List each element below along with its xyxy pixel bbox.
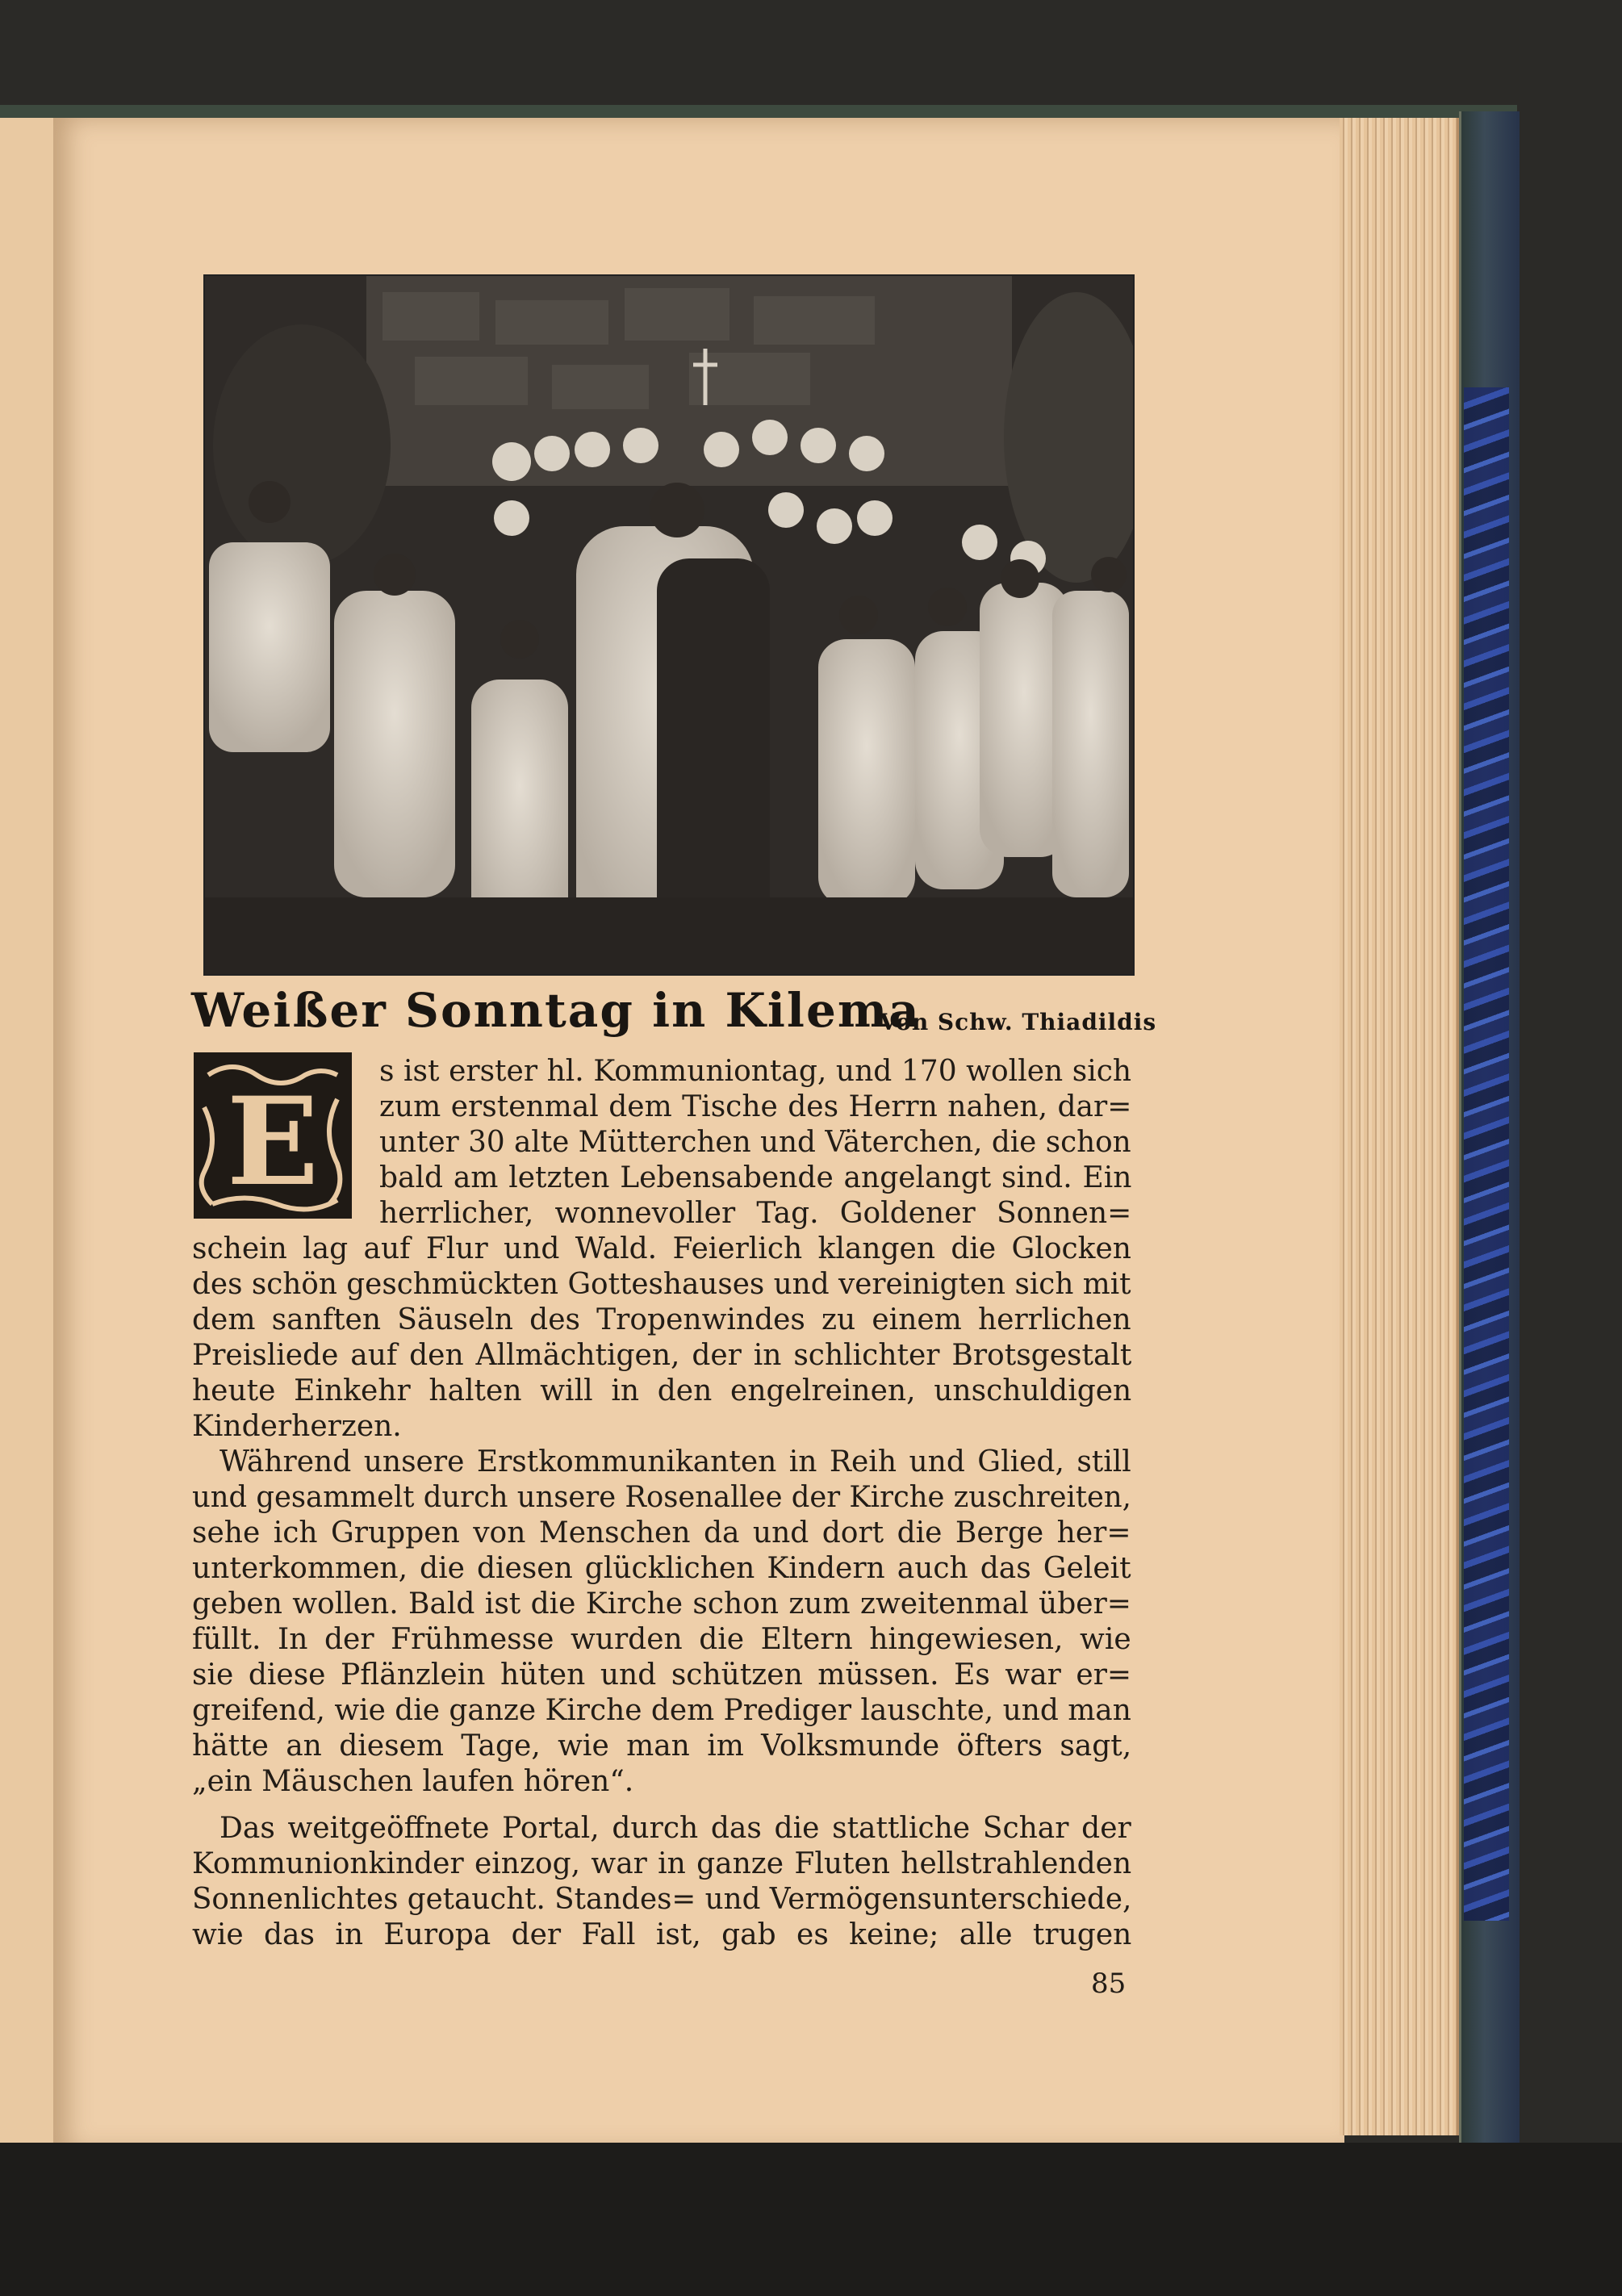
text-line: heute Einkehr halten will in den engelreinen, unschuldigen (192, 1374, 1132, 1407)
drop-cap-ornament (192, 1051, 353, 1220)
text-line: Kommunionkinder einzog, war in ganze Fluten hellstrahlenden (192, 1847, 1132, 1880)
marbled-cover (1464, 387, 1509, 1921)
text-line: dem sanften Säuseln des Tropenwindes zu einem herrlichen (192, 1303, 1131, 1336)
text-line: des schön geschmückten Gotteshauses und vereinigten sich mit (192, 1268, 1131, 1301)
text-line: hätte an diesem Tage, wie man im Volksmunde öfters sagt, (192, 1729, 1132, 1763)
background-shadow (0, 2143, 1622, 2296)
text-line: unter 30 alte Mütterchen und Väterchen, die schon (379, 1126, 1131, 1159)
article-byline: Von Schw. Thiadildis (880, 1009, 1157, 1035)
text-line: sie diese Pflänzlein hüten und schützen müssen. Es war er= (192, 1658, 1132, 1692)
text-line: sehe ich Gruppen von Menschen da und dort die Berge her= (192, 1516, 1131, 1549)
text-line: bald am letzten Lebensabende angelangt sind. Ein (379, 1161, 1132, 1194)
left-page-edge (0, 118, 56, 2152)
drop-cap-letter: E (226, 1071, 320, 1213)
text-line: unterkommen, die diesen glücklichen Kindern auch das Geleit (192, 1552, 1131, 1585)
text-line: und gesammelt durch unsere Rosenallee der Kirche zuschreiten, (192, 1481, 1131, 1514)
text-line: Sonnenlichtes getaucht. Standes= und Vermögensunterschiede, (192, 1883, 1132, 1916)
text-line: geben wollen. Bald ist die Kirche schon zum zweitenmal über= (192, 1587, 1131, 1621)
text-line: füllt. In der Frühmesse wurden die Eltern hingewiesen, wie (192, 1623, 1131, 1656)
article-title: Weißer Sonntag in Kilema (191, 983, 921, 1038)
text-line: wie das in Europa der Fall ist, gab es keine; alle trugen (192, 1918, 1132, 1951)
page-stack-edges (1340, 118, 1461, 2135)
text-line: schein lag auf Flur und Wald. Feierlich klangen die Glocken (192, 1232, 1131, 1265)
text-line: herrlicher, wonnevoller Tag. Goldener Sonnen= (379, 1197, 1132, 1230)
text-line: Kinderherzen. (192, 1410, 402, 1443)
text-line: Preisliede auf den Allmächtigen, der in schlichter Brotsgestalt (192, 1339, 1132, 1372)
text-line: „ein Mäuschen laufen hören“. (192, 1765, 634, 1798)
group-photograph (203, 274, 1135, 976)
text-line: greifend, wie die ganze Kirche dem Prediger lauschte, und man (192, 1694, 1131, 1727)
text-line: Das weitgeöffnete Portal, durch das die stattliche Schar der (219, 1812, 1131, 1845)
text-line: Während unsere Erstkommunikanten in Reih und Glied, still (219, 1445, 1131, 1478)
text-line: s ist erster hl. Kommuniontag, und 170 wollen sich (379, 1055, 1132, 1088)
text-line: zum erstenmal dem Tische des Herrn nahen, dar= (379, 1090, 1132, 1123)
page-number: 85 (1091, 1968, 1127, 2000)
